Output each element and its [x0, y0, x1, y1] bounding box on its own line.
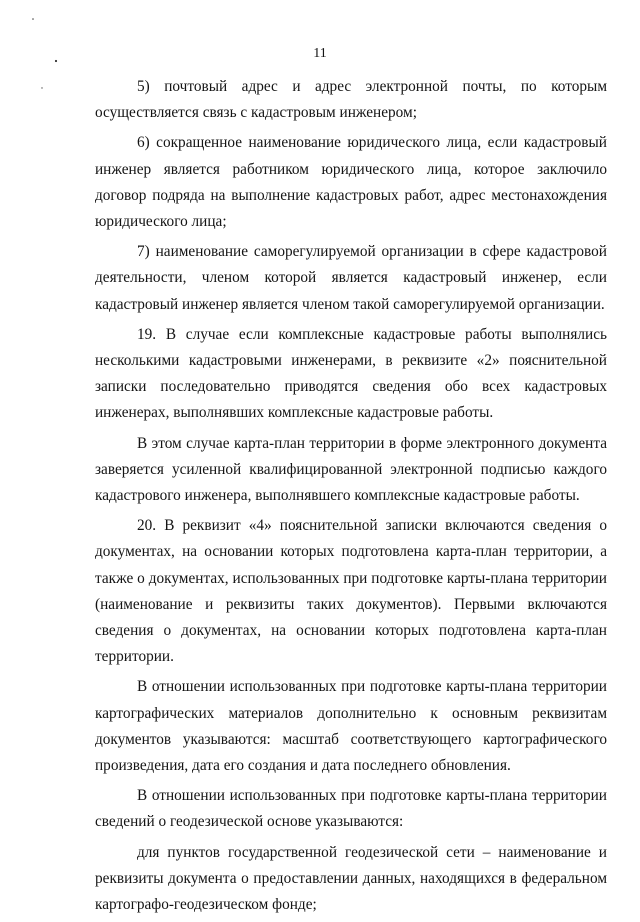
paragraph-geodetic-network-points: для пунктов государственной геодезической сети – наименование и реквизиты документа о предоставлении данных, находящихся в федеральном картографо-геодезическом фонде;: [95, 843, 607, 914]
paragraph-item-6-legal-entity: 6) сокращенное наименование юридического лица, если кадастровый инженер является работником юридического лица, которое заключило договор подряда на выполнение кадастровых работ, адрес местонахождения юридического лица;: [95, 134, 607, 231]
paragraph-item-5-postal-address: 5) почтовый адрес и адрес электронной почты, по которым осуществляется связь с кадастровым инженером;: [95, 78, 607, 122]
paragraph-clause-19-signature: В этом случае карта-план территории в форме электронного документа заверяется усиленной квалифицированной электронной подписью каждого кадастрового инженера, выполнявшего комплексные кадастровые работы.: [95, 434, 607, 505]
paragraph-cartographic-materials: В отношении использованных при подготовке карты-плана территории картографических материалов дополнительно к основным реквизитам документов указываются: масштаб соответствующего картографического произведения, дата его создания и дата последнего обновления.: [95, 678, 607, 775]
paragraph-item-7-sro-name: 7) наименование саморегулируемой организации в сфере кадастровой деятельности, членом которой является кадастровый инженер, если кадастровый инженер является членом такой саморегулируемой организации.: [95, 243, 607, 313]
paragraph-geodetic-basis: В отношении использованных при подготовке карты-плана территории сведений о геодезической основе указываются:: [95, 787, 607, 831]
paragraph-clause-19: 19. В случае если комплексные кадастровые работы выполнялись несколькими кадастровыми инженерами, в реквизите «2» пояснительной записки последовательно приводятся сведения обо всех кадастровых инженерах, выполнявших комплексные кадастровые работы.: [95, 325, 607, 422]
page-number: 11: [313, 46, 327, 61]
scan-speck: [41, 87, 42, 88]
scan-speck: [32, 18, 34, 20]
paragraph-clause-20: 20. В реквизит «4» пояснительной записки включаются сведения о документах, на основании которых подготовлена карта-план территории, а также о документах, использованных при подготовке карты-плана территории (наименование и реквизиты таких документов). Первыми включаются сведения о документах, на основании которых подготовлена карта-план территории.: [95, 517, 607, 666]
document-body: [95, 74, 607, 922]
